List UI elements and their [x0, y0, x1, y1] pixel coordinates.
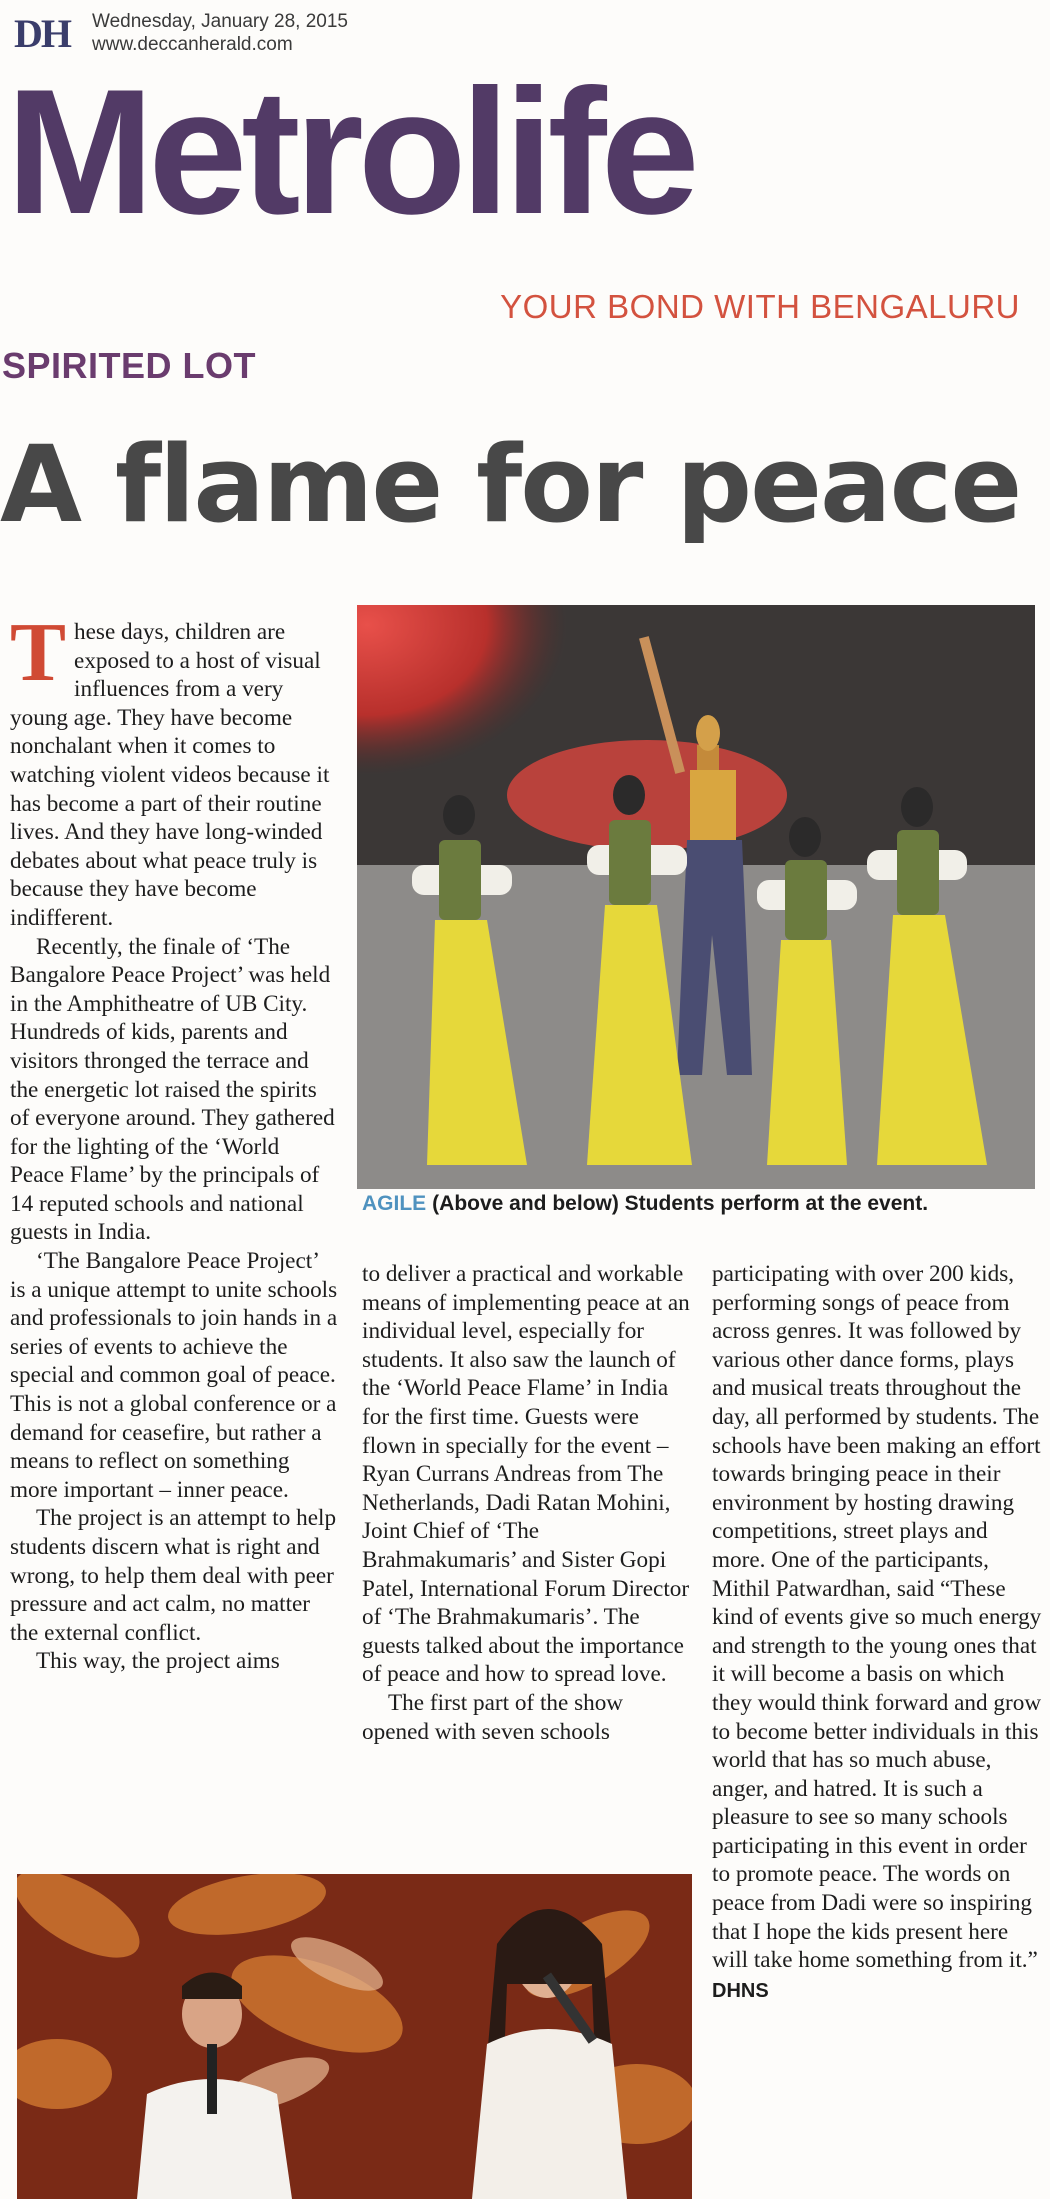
dateline	[92, 10, 392, 56]
singers-photo	[17, 1874, 692, 2199]
drop-cap: T	[10, 606, 67, 699]
dh-logo: DH	[14, 11, 70, 56]
section-title: Metrolife	[6, 52, 694, 251]
paragraph: to deliver a practical and workable means of implementing peace at an individual level, especially for students. It also saw the launch of the ‘World Peace Flame’ in India for the first time. Guests were flown in specially for the event – Ryan Currans Andreas from The Netherlands, Dadi Ratan Mohini, Joint Chief of ‘The Brahmakumaris’ and Sister Gopi Patel, International Forum Director of ‘The Brahmakumaris’. The guests talked about the importance of peace and how to spread love.	[362, 1261, 690, 1688]
paragraph: The project is an attempt to help students discern what is right and wrong, to help them deal with peer pressure and act calm, no matter the external conflict.	[10, 1505, 337, 1646]
article-column-1	[10, 606, 338, 1676]
paragraph: ‘The Bangalore Peace Project’ is a unique attempt to unite schools and professionals to join hands in a series of events to achieve the special and common goal of peace. This is not a global conference or a demand for ceasefire, but rather a means to reflect on something more important – inner peace.	[10, 1248, 338, 1503]
website-url: www.deccanherald.com	[92, 34, 293, 55]
article-column-2	[362, 1260, 692, 1746]
caption-kicker: AGILE	[362, 1192, 427, 1215]
article-headline: A flame for peace	[0, 423, 1021, 546]
article-kicker: SPIRITED LOT	[2, 345, 257, 386]
photo-caption	[362, 1192, 1042, 1216]
paragraph: This way, the project aims	[36, 1648, 280, 1675]
paragraph: participating with over 200 kids, performing songs of peace from across genres. It was followed by various other dance forms, plays and musical treats throughout the day, all performed by students. The schools have been making an effort towards bringing peace in their environment by hosting drawing competitions, street plays and more. One of the participants, Mithil Patwardhan, said “These kind of events give so much energy and strength to the young ones that it will become a basis on which they would think forward and grow to become better individuals in this world that has so much abuse, anger, and hatred. It is such a pleasure to see so many schools participating in this event in order to promote peace. The words on peace from Dadi were so inspiring that I hope the kids present here will take home something from it.”	[712, 1261, 1042, 1974]
article-column-3	[712, 1260, 1044, 2005]
dancers-photo	[357, 605, 1035, 1189]
byline: DHNS	[712, 1979, 769, 2002]
paragraph: These days, children are exposed to a host of visual influences from a very young age. They have become nonchalant when it comes to watching violent videos because it has become a part of their routine lives. And they have long-winded debates about what peace truly is because they have become indifferent.	[10, 606, 330, 931]
section-tagline: YOUR BOND WITH BENGALURU	[500, 288, 1020, 325]
paragraph: The first part of the show opened with seven schools	[362, 1689, 624, 1745]
issue-date: Wednesday, January 28, 2015	[92, 11, 348, 32]
caption-text: (Above and below) Students perform at the event.	[432, 1192, 929, 1215]
paragraph: Recently, the finale of ‘The Bangalore Peace Project’ was held in the Amphitheatre of UB City. Hundreds of kids, parents and visitors thronged the terrace and the energetic lot raised the spirits of everyone around. They gathered for the lighting of the ‘World Peace Flame’ by the principals of 14 reputed schools and national guests in India.	[10, 933, 335, 1246]
